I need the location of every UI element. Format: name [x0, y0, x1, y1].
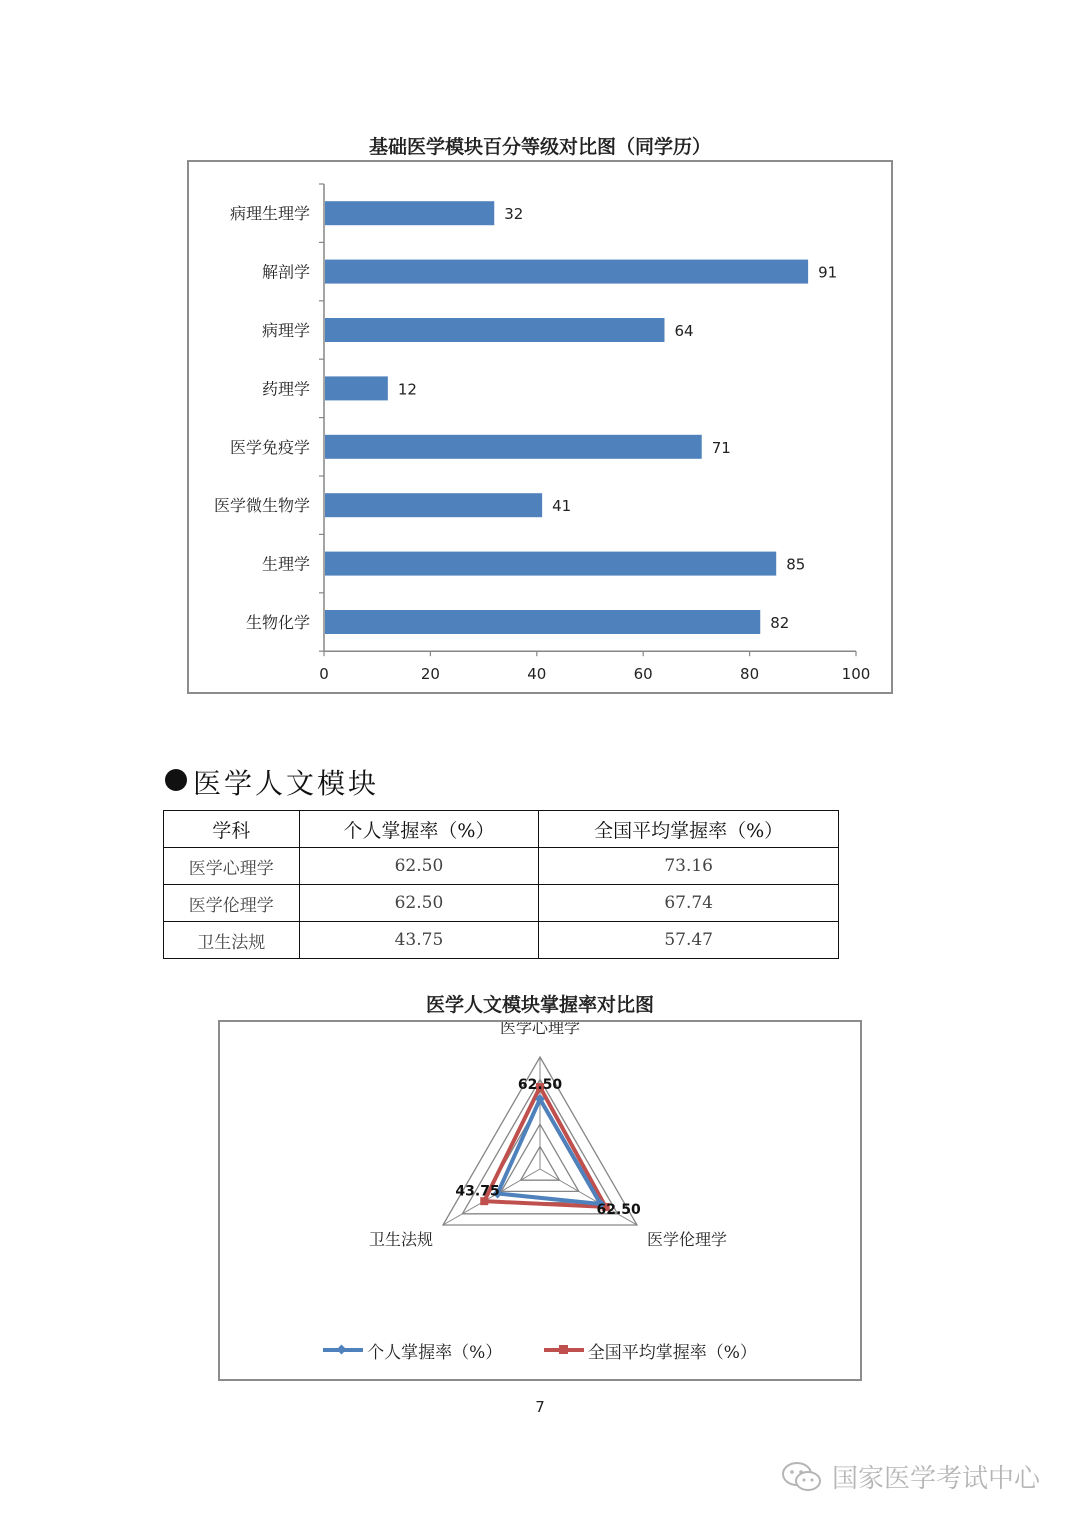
- y-tick-label: 生物化学: [245, 613, 310, 632]
- data-table: [163, 810, 839, 959]
- legend-label-personal: 个人掌握率（%）: [367, 1342, 503, 1363]
- y-tick-label: 药理学: [261, 379, 310, 399]
- bar: [325, 435, 702, 459]
- bar: [325, 318, 664, 342]
- bar-chart-title: 基础医学模块百分等级对比图（同学历）: [368, 136, 711, 158]
- table-cell: 62.50: [299, 848, 539, 885]
- x-tick-label: 100: [841, 665, 871, 684]
- legend-swatch-personal: [323, 1348, 363, 1352]
- y-tick-label: 生理学: [261, 554, 310, 574]
- legend-label-national: 全国平均掌握率（%）: [587, 1342, 757, 1363]
- table-cell: 67.74: [539, 885, 839, 922]
- table-header-cell: 全国平均掌握率（%）: [539, 811, 839, 848]
- bar: [325, 552, 776, 576]
- legend-item-national: [544, 1338, 757, 1363]
- bar-chart: [189, 162, 891, 692]
- x-tick-label: 20: [420, 665, 440, 684]
- data-label: 41: [552, 497, 572, 516]
- x-tick-label: 0: [319, 665, 329, 684]
- bar: [325, 376, 388, 400]
- watermark: [780, 1458, 1040, 1495]
- section-heading: [165, 762, 379, 802]
- data-label: 32: [504, 205, 524, 224]
- table-cell: 43.75: [299, 922, 539, 959]
- table-cell: 卫生法规: [164, 922, 300, 959]
- wechat-icon: [780, 1460, 824, 1494]
- table-row: [164, 922, 839, 959]
- bar-chart-frame: [187, 160, 893, 694]
- data-label: 85: [786, 555, 806, 574]
- watermark-text: 国家医学考试中心: [832, 1464, 1041, 1494]
- table-header-cell: 学科: [164, 811, 300, 848]
- table-cell: 医学伦理学: [164, 885, 300, 922]
- y-tick-label: 病理生理学: [229, 204, 310, 224]
- data-label: 71: [711, 438, 731, 457]
- x-tick-label: 60: [633, 665, 653, 684]
- x-tick-label: 40: [527, 665, 547, 684]
- bar: [325, 610, 760, 634]
- table-cell: 医学心理学: [164, 848, 300, 885]
- bar: [325, 493, 542, 517]
- y-tick-label: 医学微生物学: [213, 496, 310, 516]
- data-label: 64: [674, 322, 694, 340]
- y-tick-label: 病理学: [261, 321, 310, 340]
- data-label: 62.50: [517, 1077, 563, 1093]
- table-header-row: [164, 811, 839, 848]
- table-header-cell: 个人掌握率（%）: [299, 811, 539, 848]
- bullet-icon: [165, 769, 187, 791]
- page-number: 7: [535, 1398, 545, 1416]
- radar-category-label: 卫生法规: [368, 1230, 434, 1249]
- data-label: 91: [818, 263, 838, 282]
- bar: [325, 201, 494, 225]
- radar-category-label: 医学伦理学: [646, 1230, 728, 1249]
- data-label: 62.50: [596, 1202, 641, 1218]
- x-tick-label: 80: [740, 665, 760, 684]
- bar: [325, 260, 808, 284]
- radar-chart-title: 医学人文模块掌握率对比图: [425, 994, 654, 1016]
- legend-item-personal: [323, 1338, 502, 1363]
- legend-swatch-national: [544, 1348, 584, 1352]
- table-cell: 73.16: [539, 848, 839, 885]
- data-label: 12: [397, 380, 417, 399]
- radar-series-line: [498, 1099, 601, 1204]
- data-label: 82: [770, 614, 790, 632]
- table-cell: 62.50: [299, 885, 539, 922]
- radar-chart-frame: [218, 1020, 862, 1381]
- y-tick-label: 医学免疫学: [229, 437, 310, 457]
- section-heading-text: 医学人文模块: [193, 767, 380, 800]
- radar-legend: [218, 1337, 862, 1363]
- data-label: 43.75: [455, 1183, 500, 1200]
- table-row: [164, 848, 839, 885]
- y-tick-label: 解剖学: [261, 262, 310, 282]
- radar-chart: [220, 1022, 860, 1379]
- table-row: [164, 885, 839, 922]
- radar-category-label: 医学心理学: [499, 1022, 581, 1037]
- table-cell: 57.47: [539, 922, 839, 959]
